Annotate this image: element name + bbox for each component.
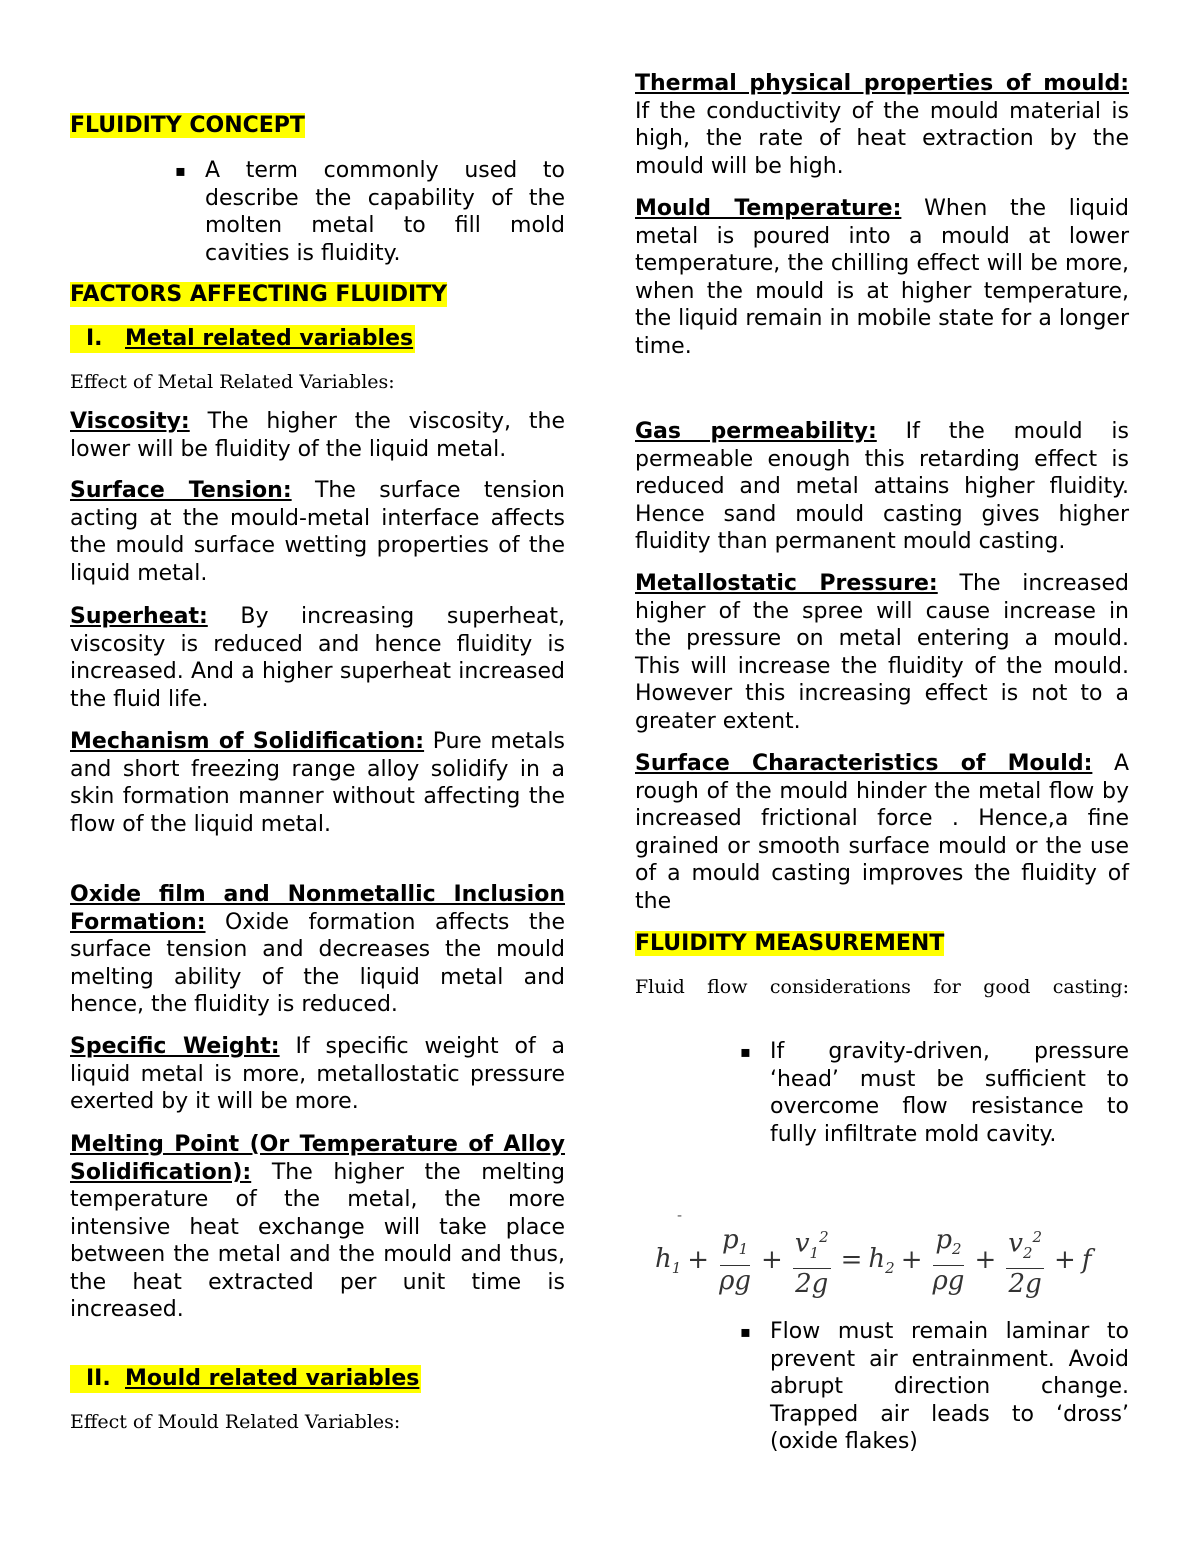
bullet-icon: ▪ xyxy=(740,1322,751,1341)
flow-bullet-laminar: ▪ Flow must remain laminar to prevent air entrainment. Avoid abrupt direction change. Trapped air leads to ‘dross’ (oxide flakes) xyxy=(740,1319,1129,1454)
concept-bullet: ▪ A term commonly used to describe the capability of the molten metal to fill mold cavities is fluidity. xyxy=(175,158,565,266)
flow-bullet-gravity: ▪ If gravity-driven, pressure ‘head’ must be sufficient to overcome flow resistance to fully infiltrate mold cavity. xyxy=(740,1039,1129,1147)
item-mechanism-solidification: Mechanism of Solidification: Pure metals and short freezing range alloy solidify in a skin formation manner without affecting the flow of the liquid metal. xyxy=(70,729,565,837)
item-specific-weight: Specific Weight: If specific weight of a liquid metal is more, metallostatic pressure exerted by it will be more. xyxy=(70,1034,566,1114)
bullet-icon: ▪ xyxy=(175,161,186,180)
effect-mould-label: Effect of Mould Related Variables: xyxy=(70,1411,401,1433)
item-surface-tension: Surface Tension: The surface tension acting at the mould-metal interface affects the mould surface wetting properties of the liquid metal. xyxy=(70,478,565,586)
item-metallostatic-pressure: Metallostatic Pressure: The increased higher of the spree will cause increase in the pressure on metal entering a mould. This will increase the fluidity of the mould. However this increasing effect is not to a greater extent. xyxy=(635,571,1129,734)
item-oxide-film: Oxide film and Nonmetallic Inclusion Formation: Oxide formation affects the surface tension and decreases the mould melting ability of the liquid metal and hence, the fluidity is reduced. xyxy=(70,882,565,1017)
effect-metal-label: Effect of Metal Related Variables: xyxy=(70,371,395,393)
equation-tick: - xyxy=(677,1208,683,1224)
section-heading-mould: II. Mould related variables xyxy=(70,1365,421,1393)
fluidity-measurement-heading: FLUIDITY MEASUREMENT xyxy=(635,931,945,956)
bernoulli-equation: $h_1$ + $\frac{p_1}{\rho g}$ + $\frac{v_1^2}{2g}$ = $h_2$ + $\frac{p_2}{\rho g}$ + $\frac{v_2^2}{2g}$ + f xyxy=(655,1222,1091,1299)
section-heading-metal: I. Metal related variables xyxy=(70,325,415,353)
factors-heading: FACTORS AFFECTING FLUIDITY xyxy=(70,282,448,307)
bullet-icon: ▪ xyxy=(740,1042,751,1061)
item-thermal-properties: Thermal physical properties of mould: If the conductivity of the mould material is high, the rate of heat extraction by the mould will be high. xyxy=(635,71,1129,179)
fluid-flow-label: Fluid flow considerations for good casting: xyxy=(635,976,1129,998)
item-superheat: Superheat: By increasing superheat, viscosity is reduced and hence fluidity is increased. And a higher superheat increased the fluid life. xyxy=(70,604,565,712)
fluidity-concept-heading: FLUIDITY CONCEPT xyxy=(70,113,305,138)
item-mould-temperature: Mould Temperature: When the liquid metal is poured into a mould at lower temperature, the chilling effect will be more, when the mould is at higher temperature, the liquid remain in mobile state for a longer time. xyxy=(635,196,1129,359)
item-surface-characteristics: Surface Characteristics of Mould: A rough of the mould hinder the metal flow by increased frictional force . Hence,a fine grained or smooth surface mould or the use of a mould casting improves the fluidity of the xyxy=(635,751,1129,914)
item-gas-permeability: Gas permeability: If the mould is permeable enough this retarding effect is reduced and metal attains higher fluidity. Hence sand mould casting gives higher fluidity than permanent mould casting. xyxy=(635,419,1129,554)
item-viscosity: Viscosity: The higher the viscosity, the lower will be fluidity of the liquid metal. xyxy=(70,409,565,462)
item-melting-point: Melting Point (Or Temperature of Alloy Solidification): The higher the melting temperature of the metal, the more intensive heat exchange will take place between the metal and the mould and thus, the heat extracted per unit time is increased. xyxy=(70,1132,565,1322)
